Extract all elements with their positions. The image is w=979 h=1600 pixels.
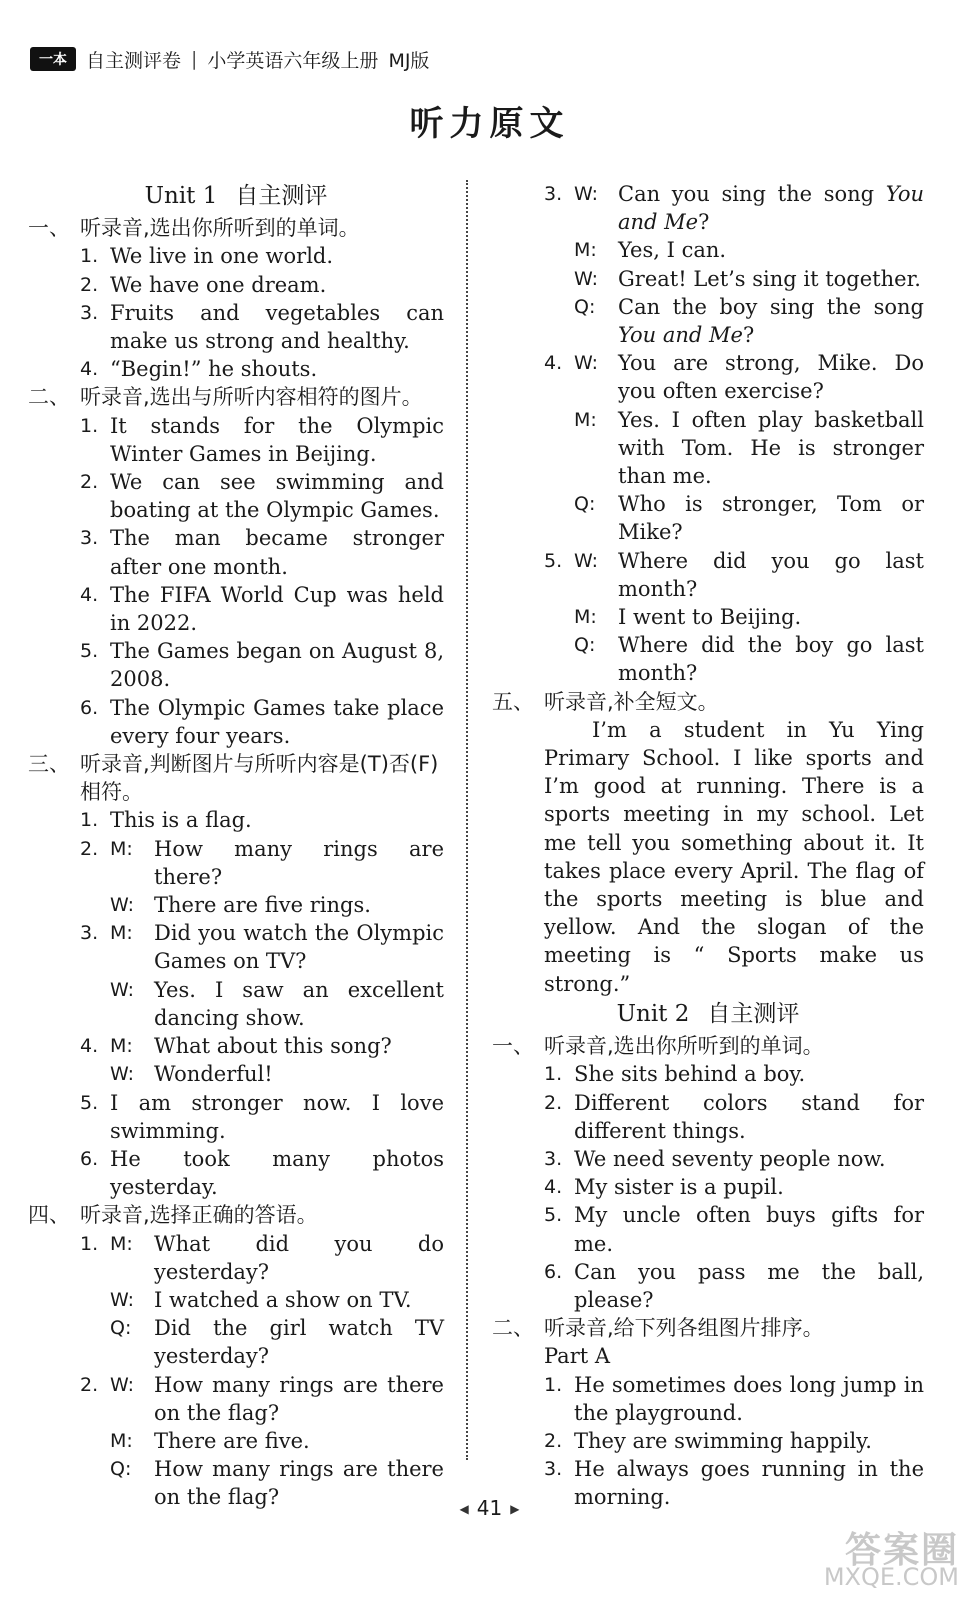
- unit2-title-cn: 自主测评: [707, 1000, 800, 1027]
- brand-logo: 一本: [30, 47, 76, 71]
- list-item: 1. M: What did you do yesterday? W: I watched a show on TV. Q: Did the girl watch TV yesterday?: [80, 1231, 444, 1369]
- list-item: 4. W: You are strong, Mike. Do you often exercise? M: Yes. I often play basketball with Tom. He is stronger than me. Q: Who is stronger, Tom or Mike?: [544, 351, 924, 545]
- next-page-icon[interactable]: ▶: [510, 1502, 520, 1516]
- series-name: 自主测评卷: [86, 49, 182, 72]
- list-item: 5. My uncle often buys gifts for me.: [544, 1203, 924, 1256]
- unit1-title-en: Unit 1: [144, 183, 218, 209]
- list-item: 1. We live in one world.: [80, 244, 334, 269]
- list-item: 6. He took many photos yesterday.: [80, 1146, 444, 1200]
- page-title: 听力原文: [409, 104, 570, 144]
- list-item: 3. W: Can you sing the song You and Me? M: Yes, I can. W: Great! Let’s sing it together. Q: Can the boy sing the song You and Me?: [544, 182, 924, 348]
- section-heading: 三、 听录音,判断图片与所听内容是(T)否(F)相符。: [28, 752, 439, 805]
- list-item: 2. We can see swimming and boating at the Olympic Games.: [80, 470, 444, 523]
- list-item: 2. They are swimming happily.: [544, 1428, 872, 1453]
- list-item: 1. He sometimes does long jump in the playground.: [544, 1372, 924, 1425]
- section-heading: 一、 听录音,选出你所听到的单词。: [28, 216, 360, 241]
- unit2-title-en: Unit 2: [616, 1000, 690, 1027]
- list-item: 4. “Begin!” he shouts.: [80, 357, 318, 382]
- section-heading: 一、 听录音,选出你所听到的单词。: [492, 1034, 824, 1059]
- part-label: Part A: [544, 1344, 611, 1369]
- left-column: [28, 180, 444, 1512]
- list-item: 1. It stands for the Olympic Winter Games in Beijing.: [80, 413, 444, 466]
- list-item: 2. M: How many rings are there? W: There are five rings.: [80, 836, 444, 918]
- prev-page-icon[interactable]: ◀: [459, 1502, 469, 1516]
- list-item: 1. This is a flag.: [80, 808, 252, 833]
- unit2-title: [492, 1000, 924, 1028]
- list-item: 5. The Games began on August 8, 2008.: [80, 639, 444, 692]
- list-item: 4. The FIFA World Cup was held in 2022.: [80, 582, 444, 636]
- list-item: 3. The man became stronger after one month.: [80, 526, 444, 579]
- unit1-title: [28, 182, 444, 210]
- unit1-title-cn: 自主测评: [235, 183, 328, 209]
- list-item: 4. My sister is a pupil.: [544, 1175, 784, 1200]
- section-heading: 二、 听录音,给下列各组图片排序。: [492, 1316, 824, 1341]
- section-heading: 四、 听录音,选择正确的答语。: [28, 1203, 318, 1228]
- header-separator: |: [191, 48, 198, 70]
- list-item: 6. The Olympic Games take place every four years.: [80, 695, 444, 748]
- list-item: 6. Can you pass me the ball, please?: [544, 1259, 924, 1312]
- list-item: 2. We have one dream.: [80, 272, 327, 297]
- column-divider: [466, 180, 468, 1460]
- list-item: 3. He always goes running in the morning.: [544, 1457, 924, 1510]
- list-item: 3. M: Did you watch the Olympic Games on TV? W: Yes. I saw an excellent dancing show.: [80, 921, 444, 1030]
- list-item: 3. We need seventy people now.: [544, 1146, 886, 1171]
- page-footer: [0, 1496, 979, 1520]
- list-item: 5. I am stronger now. I love swimming.: [80, 1090, 444, 1143]
- list-item: 2. Different colors stand for different things.: [544, 1090, 924, 1143]
- section-heading: 二、 听录音,选出与所听内容相符的图片。: [28, 385, 423, 410]
- section-heading: 五、 听录音,补全短文。: [492, 689, 719, 714]
- list-item: 4. M: What about this song? W: Wonderful!: [80, 1034, 392, 1087]
- book-name: 小学英语六年级上册: [207, 49, 379, 72]
- list-item: 1. She sits behind a boy.: [544, 1062, 806, 1087]
- list-item: 2. W: How many rings are there on the flag? M: There are five. Q: How many rings are there on the flag?: [80, 1372, 444, 1510]
- list-item: 3. Fruits and vegetables can make us strong and healthy.: [80, 300, 444, 354]
- page-number: 41: [476, 1496, 503, 1520]
- edition-label: MJ版: [388, 49, 430, 72]
- right-column: [492, 180, 924, 1512]
- page-header: [30, 44, 429, 74]
- list-item: 5. W: Where did you go last month? M: I went to Beijing. Q: Where did the boy go last month?: [544, 548, 924, 686]
- watermark: 答案圈 MXQE.COM: [823, 1530, 959, 1591]
- passage-text: I’m a student in Yu Ying Primary School. I like sports and I’m good at running. There is a sports meeting in my school. Let me tell you something about it. It takes place every April. The flag of the sports meeting is blue and yellow. And the slogan of the meeting is “ Sports make us strong.”: [544, 717, 924, 996]
